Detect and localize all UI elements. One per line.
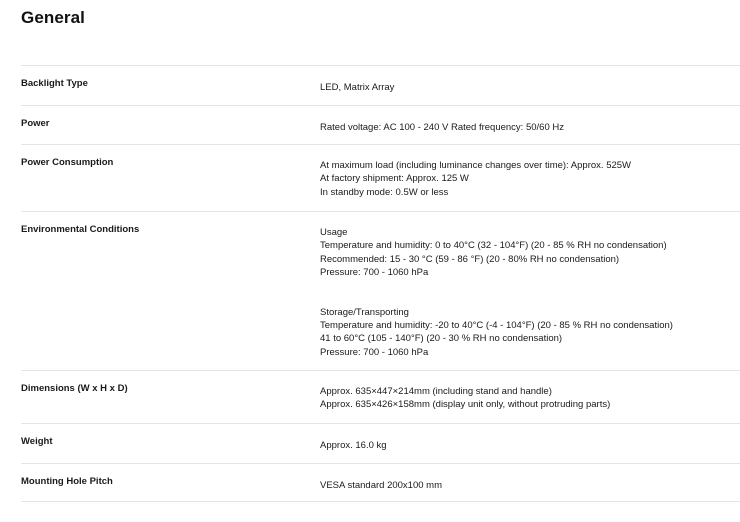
spec-value-line: Usage [320,227,348,238]
spec-value-line: Temperature and humidity: 0 to 40°C (32 - 104°F) (20 - 85 % RH no condensation) [320,240,667,252]
spec-row-backlight-type [21,65,740,105]
spec-value [320,159,631,199]
spec-value [320,439,387,452]
spec-value [320,385,610,412]
spec-value-line: Pressure: 700 - 1060 hPa [320,346,429,358]
spec-row-environmental-conditions [21,211,740,370]
spec-value-line: Recommended: 15 - 30 °C (59 - 86 °F) (20 - 80% RH no condensation) [320,253,620,265]
spec-label: Dimensions (W x H x D) [21,383,128,394]
spec-value [320,479,442,492]
section-title: General [21,8,86,27]
spec-value-line: VESA standard 200x100 mm [320,480,442,491]
spec-table [21,65,740,502]
spec-row-power [21,105,740,144]
spec-value-line: 41 to 60°C (105 - 140°F) (20 - 30 % RH no condensation) [320,333,563,345]
spec-label: Backlight Type [21,78,88,89]
spec-row-dimensions [21,370,740,423]
spec-label: Mounting Hole Pitch [21,476,113,487]
spec-value [320,81,394,94]
spec-value-line: LED, Matrix Array [320,82,395,93]
spec-row-power-consumption [21,144,740,211]
spec-label: Power [21,118,50,129]
spec-label: Weight [21,436,53,447]
group-spacer [320,280,673,306]
spec-label: Power Consumption [21,157,114,168]
spec-value-line: In standby mode: 0.5W or less [320,186,449,198]
spec-value [320,121,564,134]
spec-value-line: Storage/Transporting [320,306,409,318]
spec-value-line: Temperature and humidity: -20 to 40°C (-4 - 104°F) (20 - 85 % RH no condensation) [320,320,673,332]
spec-value-line: Rated voltage: AC 100 - 240 V Rated frequency: 50/60 Hz [320,122,564,133]
spec-value-line: At maximum load (including luminance changes over time): Approx. 525W [320,160,632,171]
spec-label: Environmental Conditions [21,224,140,235]
spec-value-line: Pressure: 700 - 1060 hPa [320,267,429,279]
spec-value-line: Approx. 635×426×158mm (display unit only, without protruding parts) [320,399,611,411]
spec-value [320,226,673,359]
spec-value-line: Approx. 16.0 kg [320,440,387,451]
spec-value-line: Approx. 635×447×214mm (including stand and handle) [320,386,552,397]
spec-value-line: At factory shipment: Approx. 125 W [320,173,469,185]
spec-row-mounting-hole-pitch [21,463,740,502]
spec-row-weight [21,423,740,463]
